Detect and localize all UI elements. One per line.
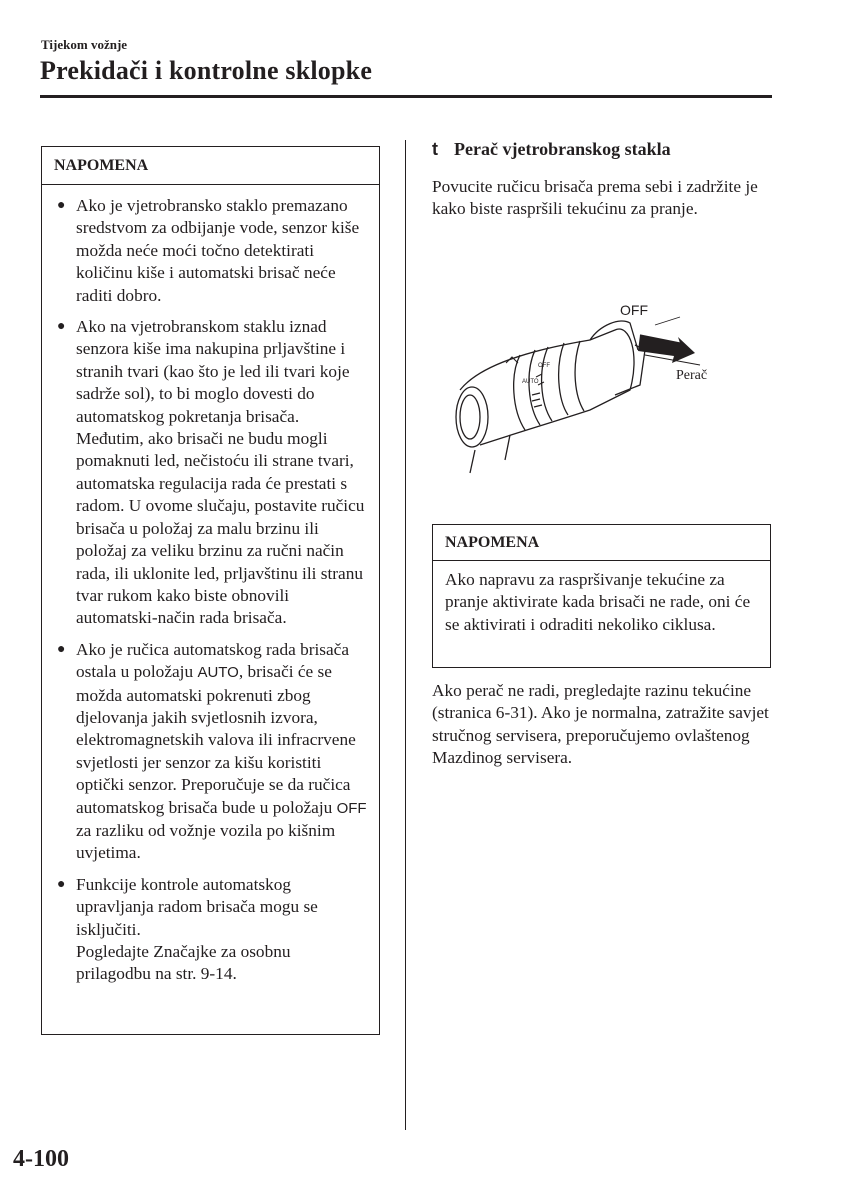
page-number: 4-100 xyxy=(13,1146,69,1172)
note-list xyxy=(42,185,379,986)
list-item-text: Ako je ručica automatskog rada brisača ostala u položaju xyxy=(76,639,350,682)
column-divider xyxy=(405,140,406,1130)
auto-position-code: AUTO xyxy=(197,664,239,682)
list-item xyxy=(54,639,367,865)
list-item-text: , brisači će se možda automatski pokrenuti zbog djelovanja jakih svjetlosnih izvora, elektromagnetskih valova ili infracrvene svjetlosti jer senzor za kišu koristiti optički senzor. Preporučuje se da ručica automatskog brisača bude u položaju xyxy=(76,662,356,817)
closing-paragraph: Ako perač ne radi, pregledajte razinu tekućine (stranica 6-31). Ako je normalna, zatražite savjet stručnog servisera, preporučujemo ovlaštenog Mazdinog servisera. xyxy=(432,681,769,768)
note-box-left xyxy=(41,146,380,1035)
washer-intro: Povucite ručicu brisača prema sebi i zadržite je kako biste raspršili tekućinu za pranje. xyxy=(432,177,758,219)
note-box-right xyxy=(432,524,771,668)
lever-label-off: OFF xyxy=(538,363,550,369)
list-item xyxy=(54,195,367,307)
bullet-icon: ● xyxy=(57,319,66,335)
washer-heading-text: Perač vjetrobranskog stakla xyxy=(454,139,671,159)
list-item-reference: Pogledajte Značajke za osobnu prilagodbu na str. 9-14. xyxy=(76,942,291,984)
list-item-text: Funkcije kontrole automatskog upravljanja radom brisača mogu se isključiti. xyxy=(76,874,318,939)
section-marker: t xyxy=(432,139,438,159)
note-heading: NAPOMENA xyxy=(433,525,770,561)
bullet-icon: ● xyxy=(57,876,66,892)
wiper-lever-illustration xyxy=(440,295,740,475)
list-item xyxy=(54,316,367,630)
washer-heading xyxy=(432,139,671,160)
bullet-icon: ● xyxy=(57,198,66,213)
note-text: Ako napravu za raspršivanje tekućine za pranje aktivirate kada brisači ne rade, oni će se aktivirati i odraditi nekoliko ciklusa. xyxy=(445,570,751,634)
list-item xyxy=(54,874,367,986)
figure-label-washer: Perač xyxy=(676,368,708,383)
off-position-code: OFF xyxy=(336,799,367,817)
page-title: Prekidači i kontrolne sklopke xyxy=(40,56,373,85)
list-item-text: Ako na vjetrobranskom staklu iznad senzora kiše ima nakupina prljavštine i stranih tvari (kao što je led ili tvari koje sadrže sol), to bi moglo dovesti do automatskog pokretanja brisača. Međutim, ako brisači ne budu mogli pomaknuti led, nečistoću ili strane tvari, automatska regulacija rada će prestati s radom. U ovome slučaju, postavite ručicu brisača u položaj za malu brzinu ili položaj za veliku brzinu za ručni način rada, ili uklonite led, prljavštinu ili stranu tvar rukom kako biste obnovili automatski-način rada brisača. xyxy=(76,317,365,628)
title-rule xyxy=(40,95,772,98)
note-heading: NAPOMENA xyxy=(42,147,379,185)
lever-label-auto: AUTO xyxy=(522,379,539,385)
list-item-text: za razliku od vožnje vozila po kišnim uvjetima. xyxy=(76,820,336,863)
list-item-text: Ako je vjetrobransko staklo premazano sredstvom za odbijanje vode, senzor kiše možda neće moći točno detektirati količinu kiše i automatski brisač neće raditi dobro. xyxy=(76,196,360,305)
section-label: Tijekom vožnje xyxy=(41,37,128,52)
figure-label-off: OFF xyxy=(620,302,648,318)
bullet-icon: ● xyxy=(57,641,66,657)
